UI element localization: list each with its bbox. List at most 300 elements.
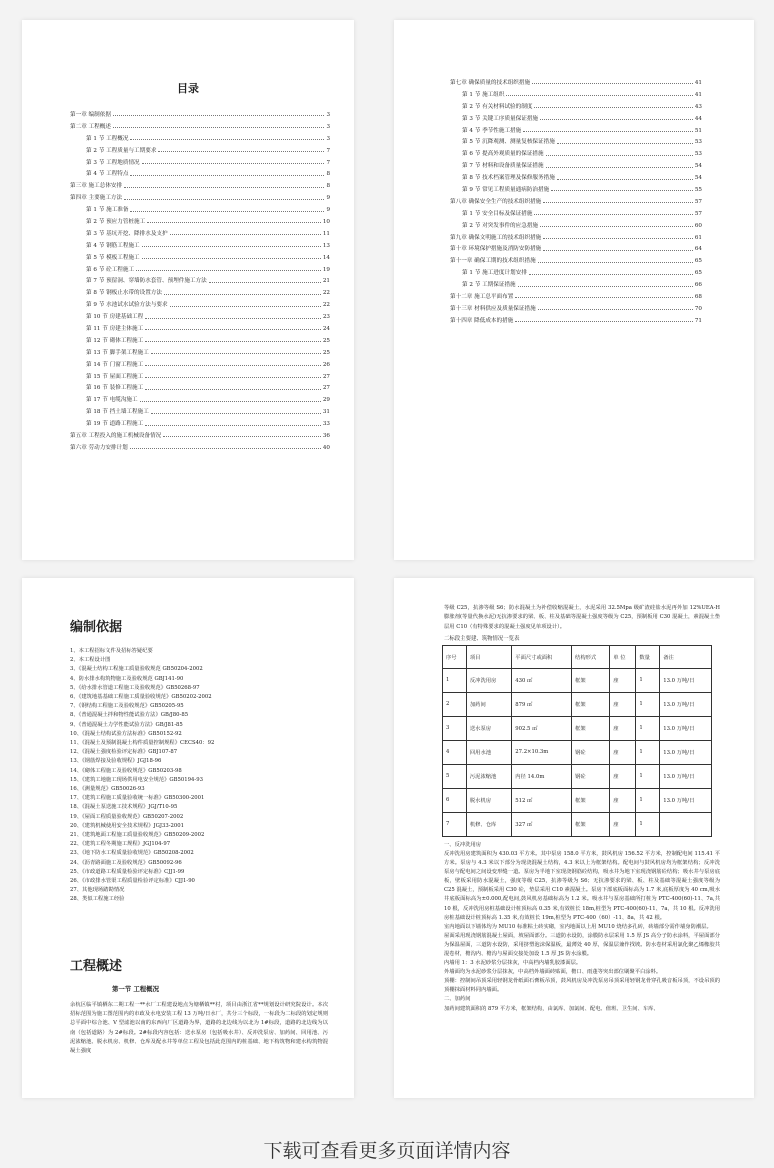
toc-entry-title: 第十四章 降低成本的措施 xyxy=(450,317,514,324)
toc-leader-dots xyxy=(557,179,693,180)
table-row xyxy=(443,788,712,812)
toc-page-number: 8 xyxy=(326,171,330,178)
table-cell: 钢砼 xyxy=(572,740,610,764)
toc-entry-title: 第 1 节 施工进度计划安排 xyxy=(462,270,527,277)
table-header-cell: 备注 xyxy=(660,645,712,668)
toc-list-1 xyxy=(22,110,354,455)
toc-leader-dots xyxy=(543,202,693,203)
toc-leader-dots xyxy=(546,167,693,168)
overview-section-title: 第一节 工程概况 xyxy=(112,984,159,993)
toc-page-number: 61 xyxy=(694,234,702,241)
table-cell: 座 xyxy=(610,764,636,788)
table-cell: 13.0 万吨/日 xyxy=(660,740,712,764)
toc-leader-dots xyxy=(147,222,321,223)
toc-page-number: 27 xyxy=(322,373,330,380)
toc-entry-title: 第八章 确保安全生产的技术组织措施 xyxy=(450,198,542,205)
detail-paragraph: 顶棚：控制间吊顶采用轻钢龙骨纸面石膏板吊顶，鼓风机房及冲洗泵房吊顶采用轻钢龙骨穿孔吸音板吊顶，不设吊顶的顶棚抹面材料同内墙面。 xyxy=(444,978,720,994)
toc-page-number: 31 xyxy=(322,409,330,416)
toc-leader-dots xyxy=(124,187,324,188)
toc-page-number: 57 xyxy=(694,198,702,205)
basis-item: 23、《地下防水工程质量验收规范》GB50208-2002 xyxy=(70,850,194,857)
table-row xyxy=(443,692,712,716)
toc-leader-dots xyxy=(145,377,321,378)
toc-page-2 xyxy=(394,20,754,560)
toc-section-entry xyxy=(22,360,354,372)
basis-item: 18、《混凝土泵送施工技术规程》JGJ/T10-95 xyxy=(70,804,178,811)
toc-section-entry xyxy=(22,205,354,217)
basis-item: 26、《市政排水管渠工程质量检验评定标准》CJJ1-90 xyxy=(70,878,195,885)
table-cell: 钢砼 xyxy=(572,764,610,788)
toc-section-entry xyxy=(22,265,354,277)
toc-chapter-entry xyxy=(394,197,754,209)
table-row xyxy=(443,812,712,836)
table-header-cell: 平面尺寸或面积 xyxy=(512,645,572,668)
toc-leader-dots xyxy=(113,115,325,116)
basis-item: 16、《测量规范》GB50026-93 xyxy=(70,786,145,793)
table-cell: 879 ㎡ xyxy=(512,692,572,716)
table-cell: 送水泵房 xyxy=(466,716,511,740)
toc-entry-title: 第 4 节 季节性施工措施 xyxy=(462,127,522,134)
toc-leader-dots xyxy=(151,353,321,354)
toc-chapter-entry xyxy=(22,443,354,455)
basis-item: 9、《普通混凝土力学性能试验方法》GB/J81-85 xyxy=(70,721,183,728)
toc-section-entry xyxy=(22,336,354,348)
toc-section-entry xyxy=(394,90,754,102)
table-cell: 机修、仓库 xyxy=(466,812,511,836)
basis-item: 14、《砌体工程施工及验收规范》GB50203-98 xyxy=(70,767,182,774)
toc-entry-title: 第五章 工程投入的施工机械设备情况 xyxy=(70,433,162,440)
toc-leader-dots xyxy=(529,274,693,275)
toc-leader-dots xyxy=(151,413,321,414)
toc-leader-dots xyxy=(142,163,325,164)
basis-item: 10、《混凝土结构试验方法标准》GB50152-92 xyxy=(70,730,182,737)
toc-chapter-entry xyxy=(394,78,754,90)
toc-leader-dots xyxy=(145,389,321,390)
toc-page-number: 65 xyxy=(694,270,702,277)
toc-entry-title: 第 2 节 对突发事件的应急措施 xyxy=(462,222,539,229)
table-cell: 座 xyxy=(610,788,636,812)
basis-item: 1、本工程招标文件及招标答疑纪要 xyxy=(70,648,153,654)
toc-page-number: 9 xyxy=(326,207,330,214)
basis-item: 17、《建筑工程施工质量验收统一标准》GB50300-2001 xyxy=(70,795,205,802)
toc-section-entry xyxy=(22,288,354,300)
toc-page-number: 71 xyxy=(694,317,702,324)
table-cell: 反冲洗用房 xyxy=(466,668,511,692)
toc-title: 目录 xyxy=(177,82,199,95)
toc-section-entry xyxy=(22,134,354,146)
toc-section-entry xyxy=(394,209,754,221)
toc-page-number: 65 xyxy=(694,258,702,265)
toc-leader-dots xyxy=(124,199,324,200)
toc-leader-dots xyxy=(170,234,321,235)
toc-entry-title: 第十三章 材料供应及质量保证措施 xyxy=(450,305,536,312)
toc-page-number: 19 xyxy=(322,266,330,273)
table-cell: 座 xyxy=(610,740,636,764)
toc-section-entry xyxy=(22,300,354,312)
table-body xyxy=(443,668,712,836)
toc-leader-dots xyxy=(523,131,693,132)
detail-paragraph: 二、加药间 xyxy=(444,996,471,1003)
toc-leader-dots xyxy=(551,190,693,191)
toc-leader-dots xyxy=(142,258,321,259)
table-cell: 27.2×10.3m xyxy=(512,740,572,764)
toc-chapter-entry xyxy=(394,316,754,328)
toc-leader-dots xyxy=(543,238,693,239)
table-cell: 内径 14.0m xyxy=(512,764,572,788)
table-cell: 13.0 万吨/日 xyxy=(660,764,712,788)
toc-list-2 xyxy=(394,78,754,328)
table-cell: 1 xyxy=(636,764,660,788)
basis-item: 12、《混凝土强度检验评定标准》GBJ107-87 xyxy=(70,749,178,756)
toc-section-entry xyxy=(394,102,754,114)
table-header-cell: 项目 xyxy=(466,645,511,668)
toc-page-number: 10 xyxy=(322,219,330,226)
table-cell: 框架 xyxy=(572,788,610,812)
toc-page-number: 33 xyxy=(322,421,330,428)
toc-leader-dots xyxy=(142,246,321,247)
basis-item: 3、《混凝土结构工程施工质量验收规范 GB50204-2002 xyxy=(70,666,203,673)
table-cell xyxy=(660,812,712,836)
toc-section-entry xyxy=(394,185,754,197)
intro-paragraph: 等级 C25，抗渗等级 S6；防水混凝土为补偿收缩混凝土，水泥采用 32.5Mpa 级矿渣硅盐水泥再外加 12%UEA-H 膨胀剂(等量代换水泥)无抗渗要求的梁、板、柱及基础等混凝土强度等级为 C25，预制板用 C30 混凝土，素混凝土垫层用 C10（有特殊要求的混凝土强度见单项设计）。 xyxy=(444,605,720,630)
toc-section-entry xyxy=(22,419,354,431)
toc-section-entry xyxy=(22,146,354,158)
toc-entry-title: 第 13 节 脚手架工程施工 xyxy=(86,349,149,356)
table-cell: 902.5 ㎡ xyxy=(512,716,572,740)
toc-page-number: 54 xyxy=(694,163,702,170)
table-cell: 脱水机房 xyxy=(466,788,511,812)
toc-entry-title: 第七章 确保质量的技术组织措施 xyxy=(450,80,531,86)
toc-section-entry xyxy=(394,126,754,138)
table-cell: 4 xyxy=(443,740,467,764)
toc-chapter-entry xyxy=(22,193,354,205)
table-cell: 5 xyxy=(443,764,467,788)
toc-section-entry xyxy=(22,372,354,384)
table-row xyxy=(443,716,712,740)
toc-entry-title: 第 10 节 房建基础工程 xyxy=(86,314,144,321)
toc-section-entry xyxy=(394,221,754,233)
toc-leader-dots xyxy=(540,119,693,120)
toc-entry-title: 第 6 节 提高外观质量的保证措施 xyxy=(462,151,544,158)
toc-section-entry xyxy=(394,173,754,185)
toc-leader-dots xyxy=(532,83,693,84)
table-cell: 512 ㎡ xyxy=(512,788,572,812)
toc-page-number: 70 xyxy=(694,305,702,312)
toc-entry-title: 第 4 节 钢筋工程施工 xyxy=(86,242,140,249)
toc-page-number: 22 xyxy=(322,302,330,309)
basis-item: 4、防水排水构筑物施工及验收规范 GBJ141-90 xyxy=(70,675,184,682)
toc-entry-title: 第 1 节 施工准备 xyxy=(86,207,129,214)
table-cell: 框架 xyxy=(572,668,610,692)
toc-entry-title: 第 8 节 钢板止水带的设置方法 xyxy=(86,290,163,297)
basis-item: 21、《建筑地面工程施工质量验收规范》GB50209-2002 xyxy=(70,832,205,839)
toc-leader-dots xyxy=(546,155,693,156)
toc-section-entry xyxy=(22,229,354,241)
basis-page xyxy=(22,578,354,1098)
toc-chapter-entry xyxy=(394,304,754,316)
toc-page-number: 44 xyxy=(694,115,702,122)
basis-item: 7、《钢结构工程施工及验收规范》GB50205-95 xyxy=(70,703,184,710)
toc-leader-dots xyxy=(130,139,324,140)
download-hint: 下载可查看更多页面详情内容 xyxy=(263,1140,511,1162)
basis-item: 2、本工程设计图 xyxy=(70,657,111,664)
basis-item: 13、《钢筋焊接及验收规程》JGJ18-96 xyxy=(70,758,162,765)
toc-entry-title: 第 14 节 门窗工程施工 xyxy=(86,361,144,368)
toc-entry-title: 第十二章 施工总平面布置 xyxy=(450,294,514,301)
toc-leader-dots xyxy=(130,211,324,212)
toc-entry-title: 第 7 节 预留洞、穿墙防水套管、预埋件施工方法 xyxy=(86,278,207,285)
toc-page-number: 55 xyxy=(694,187,702,194)
toc-entry-title: 第 9 节 水池试水试验方法与要求 xyxy=(86,302,168,309)
basis-item: 20、《建筑机械使用安全技术规程》JGJ33-2001 xyxy=(70,822,185,829)
toc-section-entry xyxy=(394,149,754,161)
toc-entry-title: 第 8 节 技术档案管理及保修服务措施 xyxy=(462,175,555,182)
table-header-cell: 数量 xyxy=(636,645,660,668)
toc-entry-title: 第 15 节 屋面工程施工 xyxy=(86,373,144,380)
detail-paragraph: 一、反冲洗用房 xyxy=(444,841,482,848)
toc-section-entry xyxy=(22,169,354,181)
toc-page-number: 54 xyxy=(694,175,702,182)
table-caption: 二标段主要建、筑物情况一览表 xyxy=(444,635,520,642)
toc-section-entry xyxy=(22,217,354,229)
table-header-cell: 序号 xyxy=(443,645,467,668)
toc-entry-title: 第九章 确保文明施工的技术组织措施 xyxy=(450,234,542,241)
table-cell: 框架 xyxy=(572,716,610,740)
toc-page-number: 25 xyxy=(322,349,330,356)
toc-page-number: 7 xyxy=(326,159,330,166)
toc-page-number: 3 xyxy=(326,123,330,130)
toc-leader-dots xyxy=(543,250,693,251)
toc-leader-dots xyxy=(540,226,693,227)
toc-entry-title: 第 5 节 模板工程施工 xyxy=(86,254,140,261)
toc-page-number: 66 xyxy=(694,282,702,289)
toc-page-number: 26 xyxy=(322,361,330,368)
toc-page-number: 53 xyxy=(694,139,702,146)
toc-page-number: 11 xyxy=(322,230,330,237)
toc-leader-dots xyxy=(534,214,692,215)
toc-section-entry xyxy=(394,280,754,292)
toc-entry-title: 第四章 主要施工方法 xyxy=(70,195,123,202)
toc-page-number: 64 xyxy=(694,246,702,253)
table-cell: 1 xyxy=(636,740,660,764)
toc-leader-dots xyxy=(163,436,321,437)
table-cell: 1 xyxy=(636,812,660,836)
toc-page-number: 3 xyxy=(326,112,330,118)
table-cell: 13.0 万吨/日 xyxy=(660,668,712,692)
table-cell: 框架 xyxy=(572,812,610,836)
toc-chapter-entry xyxy=(394,256,754,268)
detail-paragraphs xyxy=(444,841,720,1014)
toc-page-number: 53 xyxy=(694,151,702,158)
table-row xyxy=(443,764,712,788)
toc-entry-title: 第 5 节 沉降观测、测量复核保证措施 xyxy=(462,139,555,146)
toc-leader-dots xyxy=(130,175,324,176)
toc-page-number: 9 xyxy=(326,195,330,202)
toc-leader-dots xyxy=(145,425,321,426)
table-cell: 3 xyxy=(443,716,467,740)
toc-section-entry xyxy=(22,324,354,336)
toc-chapter-entry xyxy=(394,233,754,245)
table-cell: 加药间 xyxy=(466,692,511,716)
toc-entry-title: 第 7 节 材料和设备质量保证措施 xyxy=(462,163,544,170)
toc-entry-title: 第 9 节 常见工程质量通病防治措施 xyxy=(462,187,550,194)
table-cell: 2 xyxy=(443,692,467,716)
toc-entry-title: 第 1 节 施工组织 xyxy=(462,91,505,98)
toc-page-number: 29 xyxy=(322,397,330,404)
toc-leader-dots xyxy=(506,95,692,96)
table-cell: 1 xyxy=(636,716,660,740)
table-cell: 1 xyxy=(636,788,660,812)
toc-page-number: 51 xyxy=(694,127,702,134)
toc-leader-dots xyxy=(209,282,321,283)
table-cell: 430 ㎡ xyxy=(512,668,572,692)
toc-section-entry xyxy=(22,383,354,395)
overview-title: 工程概述 xyxy=(70,958,123,974)
basis-item: 27、其他现场踏勘情况 xyxy=(70,887,125,894)
toc-leader-dots xyxy=(518,286,693,287)
toc-entry-title: 第 4 节 工程特点 xyxy=(86,171,129,178)
toc-leader-dots xyxy=(145,329,321,330)
basis-item: 22、《建筑工程冬期施工规程》JGJ104-97 xyxy=(70,841,171,848)
toc-chapter-entry xyxy=(394,244,754,256)
toc-entry-title: 第十一章 确保工期的技术组织措施 xyxy=(450,258,536,265)
toc-leader-dots xyxy=(515,297,693,298)
table-cell: 13.0 万吨/日 xyxy=(660,788,712,812)
toc-entry-title: 第 11 节 房建主体施工 xyxy=(86,326,144,333)
basis-item: 19、《屋面工程质量验收规范》GB50207-2002 xyxy=(70,813,184,820)
toc-leader-dots xyxy=(534,107,692,108)
toc-entry-title: 第 3 节 工程地质情况 xyxy=(86,159,140,166)
detail-paragraph: 内墙用 1：3 水泥砂浆分层抹灰，中高档内墙乳胶漆面层。 xyxy=(444,960,582,967)
toc-page-number: 8 xyxy=(326,183,330,190)
toc-leader-dots xyxy=(140,401,321,402)
toc-page-number: 41 xyxy=(694,91,702,98)
table-cell: 13.0 万吨/日 xyxy=(660,692,712,716)
toc-section-entry xyxy=(394,268,754,280)
detail-paragraph: 屋面采用现浇钢筋混凝土屋面，坡屋面部分。三道防水设防，涂膜防水层采用 1.5 厚 JS 高分子防水涂料，平屋面部分为保温屋面，三道防水设防，采用挤塑泡沫保温板，最薄处 40 厚，保温层兼作找坡。防水卷材采用氯化聚乙烯橡胶共混卷材，檐沟内、檐沟与屋面交接处加设 1.5 厚 JS 防水涂膜。 xyxy=(444,932,720,958)
toc-page-number: 57 xyxy=(694,210,702,217)
toc-section-entry xyxy=(394,161,754,173)
toc-leader-dots xyxy=(145,341,321,342)
toc-page-number: 22 xyxy=(322,290,330,297)
toc-entry-title: 第 1 节 工程概况 xyxy=(86,135,129,142)
toc-page-number: 43 xyxy=(694,103,702,110)
table-cell: 6 xyxy=(443,788,467,812)
toc-entry-title: 第 18 节 挡土墙工程施工 xyxy=(86,409,149,416)
toc-chapter-entry xyxy=(22,110,354,122)
toc-entry-title: 第二章 工程概述 xyxy=(70,123,111,130)
toc-leader-dots xyxy=(557,143,693,144)
detail-paragraph: 外墙面均为水泥砂浆分层抹灰，中高档外墙面砖贴面，檐口、雨蓬等突出部位刷聚平白涂料。 xyxy=(444,969,662,976)
toc-section-entry xyxy=(22,276,354,288)
toc-leader-dots xyxy=(145,365,321,366)
table-cell: 1 xyxy=(636,692,660,716)
toc-section-entry xyxy=(22,253,354,265)
toc-leader-dots xyxy=(136,270,321,271)
toc-page-number: 25 xyxy=(322,337,330,344)
toc-entry-title: 第六章 劳动力安排计划 xyxy=(70,444,128,451)
basis-item: 15、《建筑工地施工现场供用电安全规范》GB50194-93 xyxy=(70,776,203,783)
basis-item: 8、《普通混凝土拌和物性能试验方法》GB/J80-85 xyxy=(70,712,189,719)
basis-title: 编制依据 xyxy=(70,620,123,635)
basis-list xyxy=(22,647,354,905)
toc-entry-title: 第 19 节 道路工程施工 xyxy=(86,421,144,428)
toc-leader-dots xyxy=(130,448,321,449)
table-header-row xyxy=(443,645,712,668)
toc-section-entry xyxy=(394,137,754,149)
overview-paragraph: 余杭区临平镇栖东二期工程一**水厂工程建设地点为塘栖镇**村，项目由浙江省**规划设计研究院设计。本次招标范围为施工图范围内的市政及水电安装工程 13 万吨/日水厂，共分三个标段，一标段为二标段的划定规则总平面中综合池、V 型滤池以南的东西向厂区道路为界，道路的北边线为以北为 1#标段，道路的北边线为以南（包括道路）为 2#标段。2#标段内容包括：送水泵房（包括吸水井）、反冲洗泵房、加药间、回用池、污泥浓缩池、脱水机房、机修、仓库及配水井等单位工程及包括此范围内的桩基础、地下构筑物和建水构筑物混凝土强度 xyxy=(70,1001,328,1055)
toc-page-number: 68 xyxy=(694,294,702,301)
table-cell: 框架 xyxy=(572,692,610,716)
toc-section-entry xyxy=(22,241,354,253)
basis-item: 28、类似工程施工经验 xyxy=(70,896,125,903)
table-cell: 座 xyxy=(610,668,636,692)
table-cell: 座 xyxy=(610,812,636,836)
table-cell: 7 xyxy=(443,812,467,836)
toc-entry-title: 第 3 节 基坑开挖、降排水及支护 xyxy=(86,230,168,237)
toc-section-entry xyxy=(22,395,354,407)
toc-page-number: 23 xyxy=(322,314,330,321)
table-cell: 座 xyxy=(610,692,636,716)
toc-entry-title: 第 3 节 关键工序质量保证措施 xyxy=(462,115,539,122)
toc-page-number: 40 xyxy=(322,444,330,451)
toc-page-number: 21 xyxy=(322,278,330,285)
table-cell: 回用水池 xyxy=(466,740,511,764)
toc-section-entry xyxy=(22,312,354,324)
toc-leader-dots xyxy=(515,321,693,322)
building-table xyxy=(442,645,712,837)
toc-page-number: 13 xyxy=(322,242,330,249)
toc-leader-dots xyxy=(145,318,321,319)
toc-leader-dots xyxy=(538,262,693,263)
toc-section-entry xyxy=(22,407,354,419)
toc-leader-dots xyxy=(158,151,324,152)
detail-paragraph: 室内地面以下墙体均为 MU10 标准粘土砖实砌，室内地面以上用 MU10 烧结多孔砖，砖墙部分需作墙身防潮层。 xyxy=(444,923,712,930)
toc-leader-dots xyxy=(164,294,321,295)
basis-item: 24、《沥青路面施工及验收规范》GB50092-96 xyxy=(70,859,182,866)
toc-entry-title: 第 2 节 工期保证措施 xyxy=(462,282,516,289)
table-cell: 污泥浓缩池 xyxy=(466,764,511,788)
table-cell: 1 xyxy=(443,668,467,692)
toc-page-number: 60 xyxy=(694,222,702,229)
toc-entry-title: 第三章 施工总体安排 xyxy=(70,183,123,190)
toc-entry-title: 第 2 节 预应力管桩施工 xyxy=(86,219,146,226)
table-header-cell: 结构形式 xyxy=(572,645,610,668)
table-cell: 327 ㎡ xyxy=(512,812,572,836)
toc-section-entry xyxy=(22,348,354,360)
toc-entry-title: 第 2 节 工程质量与工期要求 xyxy=(86,147,157,154)
toc-section-entry xyxy=(22,158,354,170)
detail-paragraph: 反冲洗用房建筑面积为 430.03 平方米。其中泵房 158.0 平方米，鼓风机房 156.52 平方米，控制配电间 115.41 平方米。泵房与 4.3 米以下部分为现浇混凝土结构，4.3 米以上为框架结构。配电间与鼓风机房均为框架结构；反冲洗泵房与配电间之间设变形缝一道。泵房为半地下室现浇钢筋砼结构，吸水井为地下室现浇钢筋砼结构；吸水井与泵房底板，壁板采用防水混凝土，强度等级 C25，抗渗等级为 S6；无抗渗要求的梁、板、柱及基础等混凝土强度等级为 C25 混凝土，预制板采用 C30 砼，垫层采用 C10 素混凝土。泵房下部底板面标高为 1.7 米,底板厚度为 40 cm,吸水井底板面标高为±0.000,配电间,鼓风机房基础标高为 1.2 米。吸水井与泵房基础所打桩为 PTC-400(60)-11、7a,共 10 根，反冲洗用房桩基础设计桩顶标高 0.35 米,有效桩长 18m,桩型为 PTC-400(60)-11、7a，共 10 根。反冲洗用房桩基础设计桩顶标高 1.35 米,有效桩长 19m,桩型为 PTC-400（60）-11、8a，共 42 根。 xyxy=(444,850,720,921)
toc-entry-title: 第 16 节 装修工程施工 xyxy=(86,385,144,392)
basis-item: 6、《建筑地基基础工程施工质量验收规范》GB50202-2002 xyxy=(70,694,212,701)
toc-entry-title: 第一章 编制依据 xyxy=(70,112,111,118)
table-cell: 座 xyxy=(610,716,636,740)
toc-leader-dots xyxy=(170,306,321,307)
toc-page-number: 41 xyxy=(694,80,702,86)
toc-page-number: 27 xyxy=(322,385,330,392)
toc-page-number: 14 xyxy=(322,254,330,261)
table-cell: 1 xyxy=(636,668,660,692)
table-header-cell: 单 位 xyxy=(610,645,636,668)
toc-chapter-entry xyxy=(22,122,354,134)
toc-leader-dots xyxy=(113,127,325,128)
toc-entry-title: 第 6 节 砼工程施工 xyxy=(86,266,135,273)
table-row xyxy=(443,668,712,692)
detail-page xyxy=(394,578,754,1098)
toc-page-number: 3 xyxy=(326,135,330,142)
toc-section-entry xyxy=(394,114,754,126)
